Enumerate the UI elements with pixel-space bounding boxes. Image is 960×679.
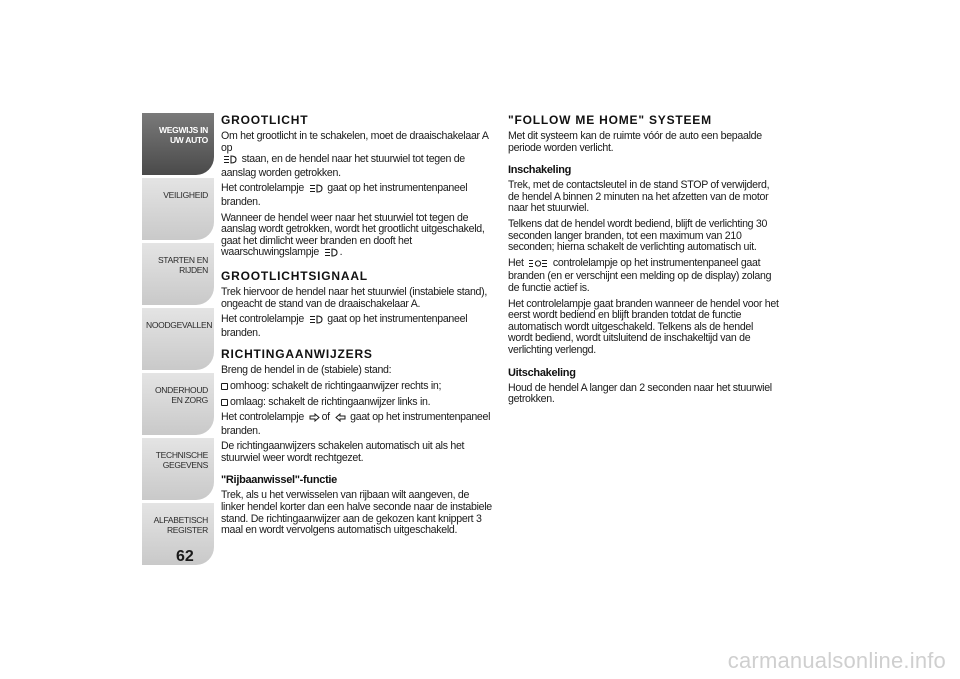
- right-column: [508, 113, 780, 410]
- paragraph: Houd de hendel A langer dan 2 seconden naar het stuurwiel getrokken.: [508, 381, 772, 406]
- subsection-title-uitschakeling: Uitschakeling: [508, 366, 576, 379]
- text: omhoog: schakelt de richtingaanwijzer rechts in;: [230, 379, 442, 392]
- text: Het controlelampje: [221, 411, 304, 424]
- left-column: [221, 113, 493, 541]
- paragraph: Trek, met de contactsleutel in de stand STOP of verwijderd, de hendel A binnen 2 minuten na het afzetten van de motor naar het stuurwiel.: [508, 179, 770, 215]
- list-item: [221, 397, 493, 409]
- paragraph: De richtingaanwijzers schakelen automatisch uit als het stuurwiel weer wordt rechtgezet.: [221, 440, 465, 464]
- square-bullet-icon: [221, 399, 228, 406]
- text: Wanneer de hendel weer naar het stuurwiel tot tegen de aanslag wordt getrokken, wordt het grootlicht uitgeschakeld, gaat het dimlicht weer branden en dooft het waarschuwingslampje: [221, 211, 485, 259]
- turn-left-arrow-icon: [335, 413, 346, 426]
- paragraph: [221, 314, 493, 339]
- text: of: [321, 411, 330, 424]
- section-title-grootlichtsignaal: GROOTLICHTSIGNAAL: [221, 268, 368, 283]
- text: controlelampje op het instrumentenpaneel gaat branden (en er verschijnt een melding op de display) zolang de functie actief is.: [508, 256, 772, 294]
- watermark: carmanualsonline.info: [727, 648, 946, 673]
- text: Het controlelampje: [221, 182, 304, 195]
- high-beam-icon: [324, 248, 338, 261]
- text: Het controlelampje: [221, 313, 304, 326]
- paragraph: Trek, als u het verwisselen van rijbaan wilt aangeven, de linker hendel korter dan een halve seconde naar de instabiele stand. De richtingaanwijzer aan de gekozen kant knippert 3 maal en wordt vervolgens automatisch uitgeschakeld.: [221, 489, 492, 537]
- paragraph: [221, 183, 493, 208]
- paragraph: Met dit systeem kan de ruimte vóór de auto een bepaalde periode worden verlicht.: [508, 130, 762, 154]
- paragraph: Breng de hendel in de (stabiele) stand:: [221, 364, 392, 377]
- paragraph: [221, 412, 493, 437]
- page-number: 62: [176, 548, 194, 565]
- high-beam-icon: [309, 315, 323, 328]
- tab-technische-gegevens[interactable]: TECHNISCHE GEGEVENS: [142, 438, 214, 500]
- tab-onderhoud-en-zorg[interactable]: ONDERHOUD EN ZORG: [142, 373, 214, 435]
- text: gaat op het instrumentenpaneel branden.: [221, 411, 491, 437]
- paragraph: Trek hiervoor de hendel naar het stuurwiel (instabiele stand), ongeacht de stand van de draaischakelaar A.: [221, 285, 488, 310]
- text: omlaag: schakelt de richtingaanwijzer links in.: [230, 395, 431, 408]
- tab-starten-en-rijden[interactable]: STARTEN EN RIJDEN: [142, 243, 214, 305]
- paragraph: [221, 131, 493, 179]
- tab-noodgevallen[interactable]: NOODGEVALLEN: [142, 308, 214, 370]
- list-item: [221, 381, 493, 393]
- text: gaat op het instrumentenpaneel branden.: [221, 313, 468, 339]
- section-title-grootlicht: GROOTLICHT: [221, 113, 309, 127]
- text: Om het grootlicht in te schakelen, moet de draaischakelaar A op: [221, 130, 489, 154]
- turn-right-arrow-icon: [309, 413, 320, 426]
- paragraph: Telkens dat de hendel wordt bediend, blijft de verlichting 30 seconden langer branden, tot een maximum van 210 seconden; hierna schakelt de verlichting automatisch uit.: [508, 217, 768, 254]
- text: gaat op het instrumentenpaneel branden.: [221, 182, 468, 208]
- square-bullet-icon: [221, 383, 228, 390]
- subsection-title-inschakeling: Inschakeling: [508, 164, 572, 177]
- paragraph: Het controlelampje gaat branden wanneer de hendel voor het eerst wordt bediend en blijft branden totdat de functie automatisch wordt uitgeschakeld. Telkens als de hendel wordt bediend, wordt uitsluitend de inschakeltijd van de verlichting verlengd.: [508, 297, 779, 356]
- text: Het: [508, 256, 524, 269]
- subsection-title-rijbaanwissel: "Rijbaanwissel"-functie: [221, 474, 338, 487]
- text: .: [339, 246, 343, 259]
- section-title-follow-me-home: "FOLLOW ME HOME" SYSTEEM: [508, 113, 712, 127]
- tab-alfabetisch-register[interactable]: ALFABETISCH REGISTER: [142, 503, 214, 565]
- paragraph: [508, 258, 780, 295]
- paragraph: [221, 213, 493, 261]
- section-title-richtingaanwijzers: RICHTINGAANWIJZERS: [221, 347, 373, 362]
- tab-veiligheid[interactable]: VEILIGHEID: [142, 178, 214, 240]
- text: staan, en de hendel naar het stuurwiel tot tegen de aanslag worden getrokken.: [221, 153, 465, 179]
- high-beam-icon: [309, 184, 323, 197]
- tab-wegwijs[interactable]: WEGWIJS IN UW AUTO: [142, 113, 214, 175]
- sidebar-nav: [142, 113, 214, 568]
